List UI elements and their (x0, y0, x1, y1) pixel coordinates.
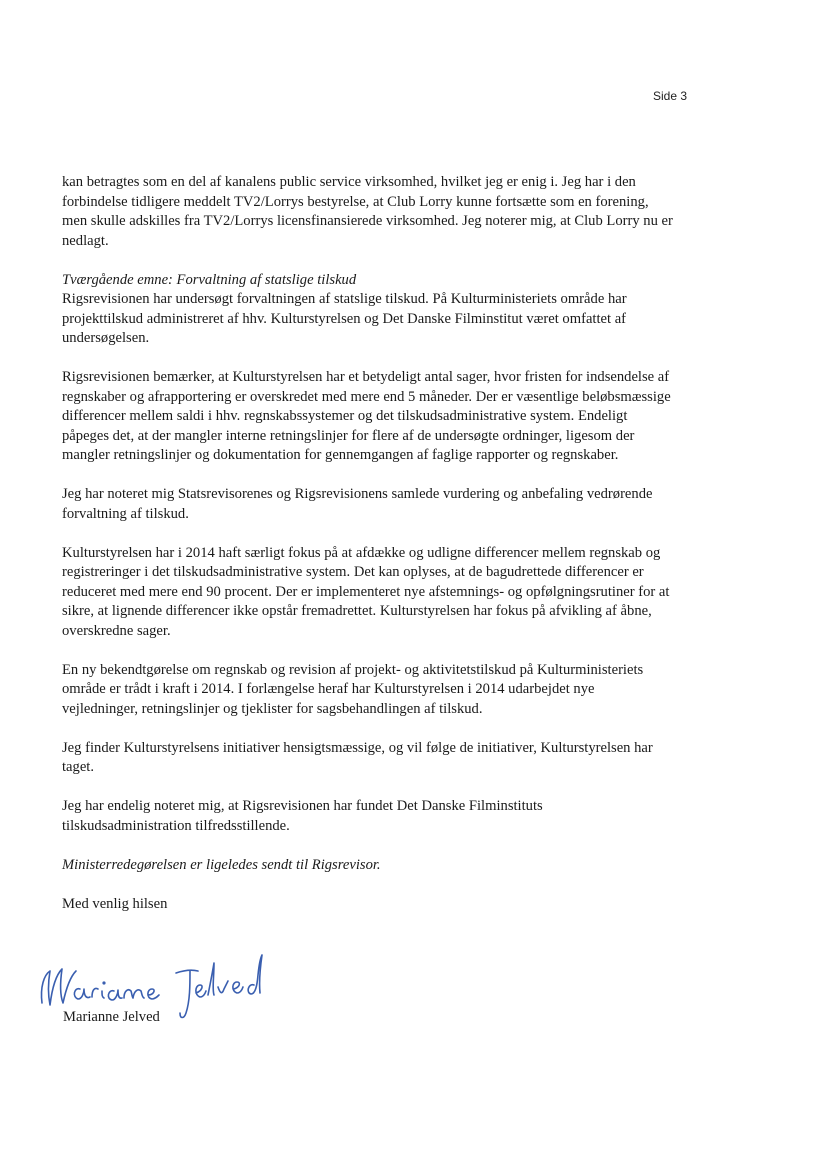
paragraph-rigsrevisor-note: Ministerredegørelsen er ligeledes sendt til Rigsrevisor. (62, 856, 381, 873)
signer-name: Marianne Jelved (63, 1009, 160, 1025)
section-forvaltning (62, 271, 674, 349)
paragraph-bemaerkninger: Rigsrevisionen bemærker, at Kulturstyrelsen har et betydeligt antal sager, hvor fristen for indsendelse af regnskaber og afrapportering er overskredet med mere end 5 måneder. Der er væsentlige beløbsmæssige differencer mellem saldi i hhv. regnskabssystemer og det tilskudsadministrative system. Endeligt påpeges det, at der mangler interne retningslinjer for flere af de undersøgte ordninger, ligesom der mangler retningslinjer og dokumentation for gennemgangen af faglige rapporter og regnskaber. (62, 369, 671, 463)
paragraph-filminstitut: Jeg har endelig noteret mig, at Rigsrevisionen har fundet Det Danske Filminstituts tilskudsadministration tilfredsstillende. (62, 798, 543, 834)
section-heading: Tværgående emne: Forvaltning af statslige tilskud (62, 271, 357, 288)
paragraph-undersoegelse: Rigsrevisionen har undersøgt forvaltningen af statslige tilskud. På Kulturministeriets område har projekttilskud administreret af hhv. Kulturstyrelsen og Det Danske Filminstitut været omfattet af undersøgelsen. (62, 291, 627, 346)
paragraph-noteret-vurdering: Jeg har noteret mig Statsrevisorenes og Rigsrevisionens samlede vurdering og anbefaling vedrørende forvaltning af tilskud. (62, 486, 653, 522)
paragraph-bekendtgoerelse: En ny bekendtgørelse om regnskab og revision af projekt- og aktivitetstilskud på Kulturministeriets område er trådt i kraft i 2014. I forlængelse heraf har Kulturstyrelsen i 2014 udarbejdet nye vejledninger, retningslinjer og tjeklister for sagsbehandlingen af tilskud. (62, 661, 644, 717)
closing-greeting: Med venlig hilsen (62, 895, 168, 912)
letter-body (62, 173, 674, 914)
paragraph-fokus-2014: Kulturstyrelsen har i 2014 haft særligt fokus på at afdække og udligne differencer mellem regnskab og registreringer i det tilskudsadministrative system. Det kan oplyses, at de bagudrettede differencer er reduceret med mere end 90 procent. Der er implementeret nye afstemnings- og opfølgningsrutiner for at sikre, at lignende differencer ikke opstår fremadrettet. Kulturstyrelsen har fokus på afvikling af åbne, overskredne sager. (62, 544, 670, 639)
signature-lettering: Marianne Jelved (36, 1029, 43, 1030)
page-number: Side 3 (653, 89, 688, 103)
paragraph-initiativer: Jeg finder Kulturstyrelsens initiativer hensigtsmæssige, og vil følge de initiativer, Kulturstyrelsen har taget. (62, 739, 653, 775)
paragraph-club-lorry: kan betragtes som en del af kanalens public service virksomhed, hvilket jeg er enig i. Jeg har i den forbindelse tidligere meddelt TV2/Lorrys bestyrelse, at Club Lorry kunne fortsætte som en forening, men skulle adskilles fra TV2/Lorrys licensfinansierede virksomhed. Jeg noterer mig, at Club Lorry nu er nedlagt. (62, 174, 673, 249)
